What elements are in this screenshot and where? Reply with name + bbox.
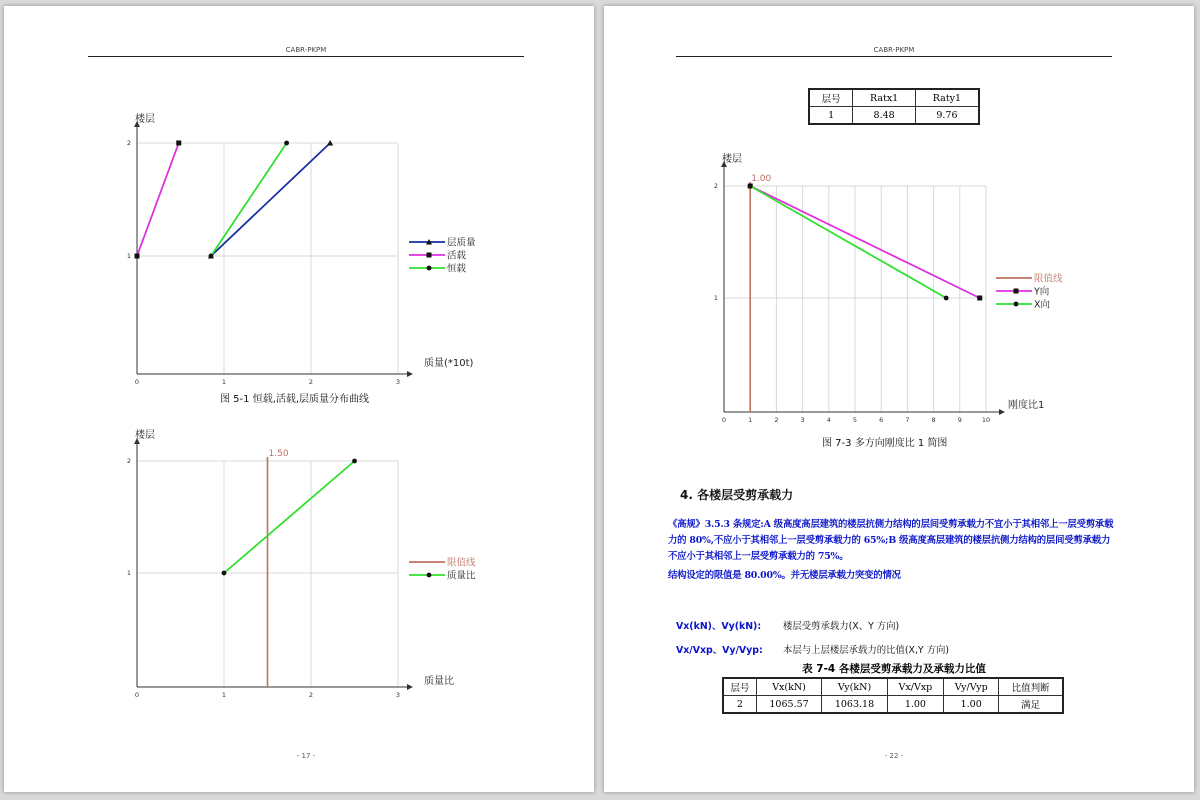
x-axis-label: 质量比: [424, 676, 454, 687]
data-point: [222, 571, 227, 576]
figure-caption: 图 7-3 多方向刚度比 1 简图: [822, 438, 948, 449]
legend-label: X向: [1034, 299, 1051, 311]
y-axis-label: 楼层: [135, 114, 155, 125]
legend-label: Y向: [1034, 286, 1050, 298]
mass-ratio-chart: [4, 6, 594, 726]
definition-value: 楼层受剪承载力(X、Y 方向): [782, 621, 900, 632]
definition-key: Vx/Vxp、Vy/Vyp:: [676, 645, 763, 656]
section-title: 4. 各楼层受剪承载力: [680, 488, 794, 502]
legend-marker: [1014, 302, 1019, 307]
x-tick-label: 1: [221, 691, 227, 699]
x-axis-label: 质量(*10t): [424, 358, 474, 369]
x-tick-label: 0: [134, 691, 140, 699]
table-cell: 满足: [999, 696, 1063, 714]
definitions: [676, 615, 949, 663]
left-page: [4, 6, 594, 792]
data-point: [977, 296, 982, 301]
x-tick-label: 2: [774, 416, 779, 424]
table-cell: 2: [723, 696, 756, 714]
x-tick-label: 2: [308, 378, 314, 386]
series-line: [750, 186, 980, 298]
table-header-cell: Vx/Vxp: [887, 678, 943, 696]
x-tick-label: 9: [957, 416, 962, 424]
y-tick-label: 1: [126, 569, 132, 577]
shear-capacity-table: [722, 677, 1064, 714]
legend-marker: [427, 573, 432, 578]
definition-key: Vx(kN)、Vy(kN):: [676, 621, 762, 632]
x-axis-arrow: [407, 684, 413, 690]
page-header: CABR-PKPM: [285, 46, 327, 54]
x-tick-label: 0: [721, 416, 727, 424]
table-cell: 1: [809, 107, 853, 125]
table-header-cell: 比值判断: [999, 678, 1063, 696]
data-point: [748, 184, 753, 189]
table-title: 表 7-4 各楼层受剪承载力及承载力比值: [802, 663, 986, 675]
page-number: - 17 -: [296, 752, 316, 760]
y-tick-label: 1: [713, 294, 719, 302]
y-tick-label: 2: [713, 182, 719, 190]
table-header-cell: Ratx1: [853, 89, 916, 107]
table-header-cell: Vx(kN): [756, 678, 821, 696]
y-tick-label: 2: [126, 139, 132, 147]
x-tick-label: 1: [221, 378, 227, 386]
table-cell: 1.00: [887, 696, 943, 714]
x-axis-label: 刚度比1: [1008, 400, 1045, 411]
table-header-cell: Vy(kN): [822, 678, 887, 696]
x-tick-label: 2: [308, 691, 314, 699]
rule-paragraph: 《高规》3.5.3 条规定:A 级高度高层建筑的楼层抗侧力结构的层间受剪承载力不宜小于其相邻上一层受剪承载力的 80%,不应小于其相邻上一层受剪承载力的 65%;B 级高度高层建筑的楼层抗侧力结构的层间受剪承载力不应小于其相邻上一层受剪承载力的 75%。: [668, 519, 1114, 562]
table-header-cell: Vy/Vyp: [944, 678, 999, 696]
limit-value-label: 1.00: [751, 174, 772, 184]
stiffness-ratio-chart: [604, 6, 1194, 446]
table-cell: 1063.18: [822, 696, 887, 714]
data-point: [944, 296, 949, 301]
y-tick-label: 2: [126, 457, 132, 465]
definition-row: [676, 615, 949, 639]
y-axis-label: 楼层: [722, 154, 742, 165]
right-page: [604, 6, 1194, 792]
y-tick-label: 1: [126, 252, 132, 260]
figure-caption: 图 5-1 恒载,活载,层质量分布曲线: [220, 394, 370, 405]
limit-value-label: 1.50: [268, 449, 289, 459]
table-cell: 1065.57: [756, 696, 821, 714]
x-tick-label: 0: [134, 378, 140, 386]
table-header-cell: 层号: [809, 89, 853, 107]
legend-label: 限值线: [1034, 273, 1063, 285]
legend-label: 活载: [447, 250, 467, 262]
table-header-cell: 层号: [723, 678, 756, 696]
page-number: - 22 -: [884, 752, 904, 760]
table-cell: 9.76: [915, 107, 979, 125]
x-tick-label: 4: [826, 416, 831, 424]
table-cell: 8.48: [853, 107, 916, 125]
legend-marker: [1014, 289, 1019, 294]
legend-label: 层质量: [447, 237, 476, 249]
legend-label: 质量比: [447, 570, 476, 582]
data-point: [352, 459, 357, 464]
table-row: [723, 696, 1063, 714]
x-tick-label: 10: [981, 416, 991, 424]
definition-row: [676, 639, 949, 663]
table-cell: 1.00: [944, 696, 999, 714]
series-line: [750, 186, 946, 298]
table-header-row: [723, 678, 1063, 696]
x-axis-arrow: [999, 409, 1005, 415]
x-tick-label: 3: [395, 378, 401, 386]
x-tick-label: 3: [800, 416, 805, 424]
series-line: [224, 461, 355, 573]
code-rule-text: [668, 517, 1118, 584]
table-header-cell: Raty1: [915, 89, 979, 107]
x-tick-label: 1: [748, 416, 753, 424]
legend-label: 限值线: [447, 557, 476, 569]
definition-value: 本层与上层楼层承载力的比值(X,Y 方向): [782, 645, 950, 656]
page-header: CABR-PKPM: [873, 46, 915, 54]
x-tick-label: 8: [931, 416, 936, 424]
legend-label: 恒载: [447, 263, 467, 275]
x-tick-label: 6: [879, 416, 884, 424]
x-tick-label: 7: [905, 416, 910, 424]
y-axis-label: 楼层: [135, 430, 155, 441]
result-line: 结构设定的限值是 80.00%。并无楼层承载力突变的情况: [668, 570, 901, 581]
x-tick-label: 3: [395, 691, 401, 699]
x-tick-label: 5: [852, 416, 858, 424]
